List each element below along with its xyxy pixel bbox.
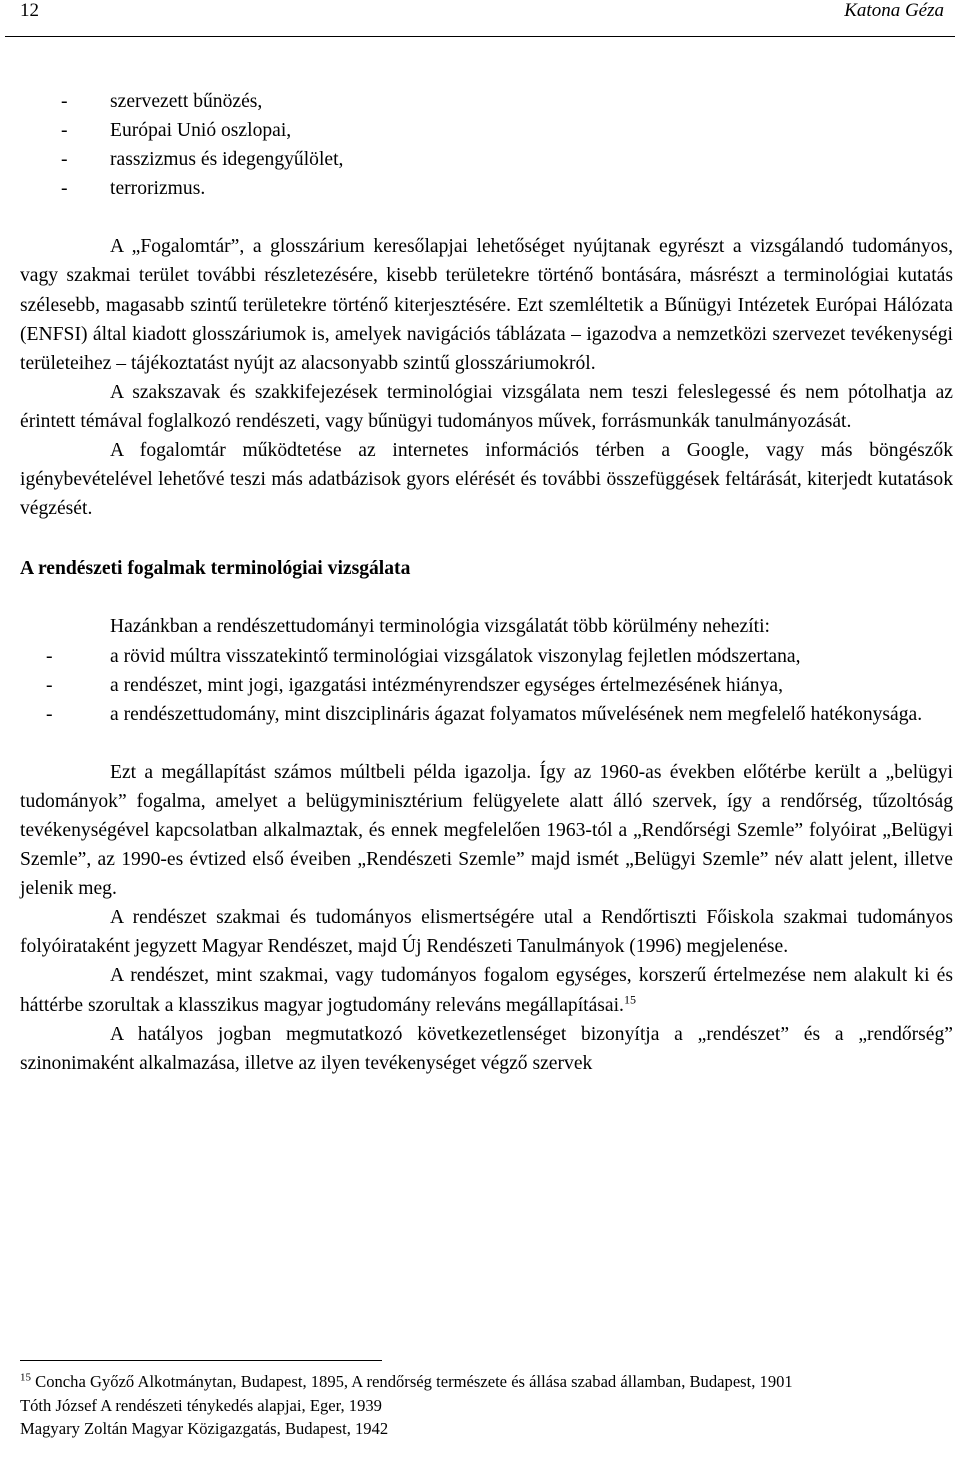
- paragraph-belugyi: Ezt a megállapítást számos múltbeli példa igazolja. Így az 1960-as években előtérbe került a „belügyi tudományok” fogalma, amelyet a belügyminisztérium felügyelete alatt álló szervek, így a rendőrség, tűzoltóság tevékenységével kapcsolatban alkalmaztak, és ennek megfelelően 1963-tól a „Rendőrségi Szemle” folyóirat „Belügyi Szemle”, az 1990-es évtized első éveiben „Rendészeti Szemle” majd ismét „Belügyi Szemle” név alatt jelent, illetve jelenik meg.: [20, 761, 953, 900]
- list-dash: -: [46, 674, 53, 696]
- footnote-reference[interactable]: 15: [623, 992, 636, 1006]
- list-dash: -: [61, 91, 68, 112]
- footnote-number: 15: [20, 1371, 31, 1384]
- page-header: [20, 0, 944, 30]
- footnote-15: $^{15}$ Concha Győző Alkotmánytan, Budapest, 1895, A rendőrség természete és állása szabad államban, Budapest, 1901: [20, 1371, 793, 1391]
- list-item: - Európai Unió oszlopai,: [20, 116, 953, 145]
- list-dash: -: [46, 645, 53, 667]
- list-item: - a rövid múltra visszatekintő terminológiai vizsgálatok viszonylag fejletlen módszertana,: [20, 642, 953, 671]
- header-rule: [5, 36, 955, 37]
- list-dash: -: [61, 120, 68, 142]
- paragraph-fogalomtar: A „Fogalomtár”, a glosszárium keresőlapjai lehetőséget nyújtanak egyrészt a vizsgálandó tudományos, vagy szakmai terület további részletezésére, kisebb területekre történő bontására, másrészt a terminológiai kutatás szélesebb, magasabb szintű területekre történő kiterjesztésére. Ezt szemléltetik a Bűnügyi Intézetek Európai Hálózata (ENFSI) által kiadott glosszáriumok is, amelyek navigációs táblázata – igazodva a nemzetközi szervezet tevékenységi területeihez – tájékoztatást nyújt az alacsonyabb szintű glosszáriumokról.: [20, 236, 953, 374]
- footnotes: [20, 1370, 953, 1441]
- footnote-rule: [20, 1360, 382, 1361]
- topic-list: [20, 87, 953, 203]
- list-item: - a rendészet, mint jogi, igazgatási intézményrendszer egységes értelmezésének hiánya,: [20, 671, 953, 700]
- page-number: 12: [20, 0, 39, 21]
- footnote-line: Tóth József A rendészeti ténykedés alapjai, Eger, 1939: [20, 1395, 382, 1415]
- list-dash: -: [61, 149, 68, 171]
- footnote-line: Magyary Zoltán Magyar Közigazgatás, Budapest, 1942: [20, 1419, 389, 1438]
- list-dash: -: [61, 178, 68, 200]
- paragraph-fogalom: A rendészet, mint szakmai, vagy tudományos fogalom egységes, korszerű értelmezése nem alakult ki és háttérbe szorultak a klasszikus magyar jogtudomány releváns megállapításai.$^{15}$: [20, 965, 953, 1016]
- paragraph-fogalomtar-mukodtetese: A fogalomtár működtetése az internetes információs térben a Google, vagy más böngészők igénybevételével lehetővé teszi más adatbázisok gyors elérését és további összefüggések feltárását, kiterjedt kutatások végzését.: [20, 440, 953, 520]
- paragraph-elismertseg: A rendészet szakmai és tudományos elismertségére utal a Rendőrtiszti Főiskola szakmai tudományos folyóirataként jegyzett Magyar Rendészet, majd Új Rendészeti Tanulmányok (1996) megjelenése.: [20, 907, 953, 958]
- list-item: - a rendészettudomány, mint diszciplináris ágazat folyamatos művelésének nem megfelelő hatékonysága.: [20, 700, 953, 729]
- paragraph-szakszavak: A szakszavak és szakkifejezések terminológiai vizsgálata nem teszi feleslegessé és nem pótolhatja az érintett témával foglalkozó rendészeti, vagy bűnügyi tudományos művek, forrásmunkák tanulmányozását.: [20, 381, 953, 432]
- paragraph-intro: Hazánkban a rendészettudományi terminológia vizsgálatát több körülmény nehezíti:: [110, 616, 770, 638]
- running-head-author: Katona Géza: [844, 0, 944, 21]
- list-item: - rasszizmus és idegengyűlölet,: [20, 145, 953, 174]
- paragraph-hatalyos-jog: A hatályos jogban megmutatkozó következetlenséget bizonyítja a „rendészet” és a „rendőrség” szinonimaként alkalmazása, illetve az ilyen tevékenységet végző szervek: [20, 1023, 953, 1074]
- list-item: - szervezett bűnözés,: [20, 87, 953, 116]
- list-item: - terrorizmus.: [20, 174, 953, 203]
- section-heading: A rendészeti fogalmak terminológiai vizsgálata: [20, 558, 411, 580]
- obstacle-list: [20, 642, 953, 729]
- list-dash: -: [46, 703, 53, 725]
- body-text: [20, 87, 953, 1078]
